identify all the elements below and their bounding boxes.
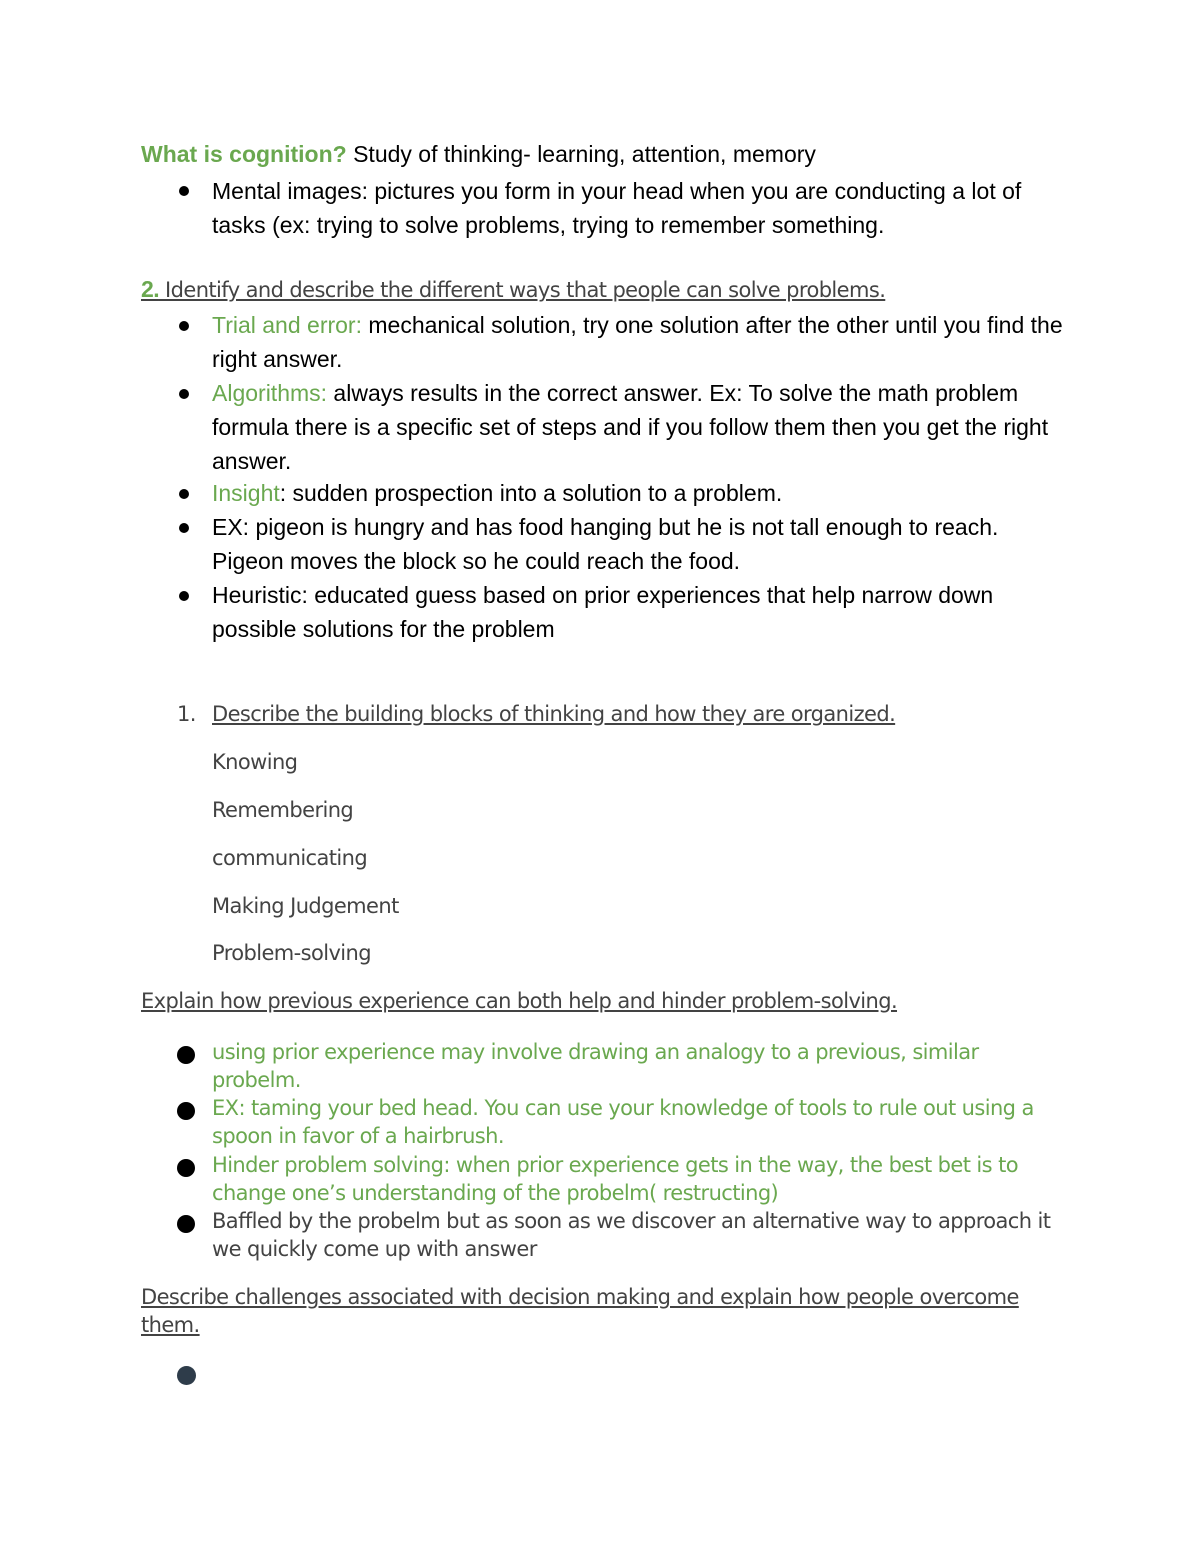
building-block-item: Remembering [212, 798, 354, 822]
bullet-icon [179, 523, 189, 533]
bullet-icon [177, 1366, 196, 1385]
section-heading: Explain how previous experience can both help and hinder problem-solving. [141, 989, 898, 1013]
bullet-icon [177, 1046, 195, 1064]
section-heading: Describe challenges associated with decision making and explain how people overcome them. [141, 1285, 1019, 1337]
building-block-item: Knowing [212, 750, 298, 774]
bullet-icon [179, 591, 189, 601]
list-item-text: using prior experience may involve drawing an analogy to a previous, similar probelm. [212, 1040, 979, 1092]
term-text: : sudden prospection into a solution to a problem. [279, 480, 783, 506]
term-label: Algorithms: [212, 380, 328, 406]
bullet-icon [177, 1215, 195, 1233]
section-title: Describe the building blocks of thinking and how they are organized. [212, 702, 896, 726]
term-label: Insight [212, 480, 280, 506]
bullet-icon [179, 389, 189, 399]
term-label: Trial and error: [212, 312, 362, 338]
bullet-icon [179, 489, 189, 499]
term-text: EX: pigeon is hungry and has food hanging but he is not tall enough to reach. Pigeon moves the block so he could reach the food. [212, 514, 999, 574]
list-item-text: EX: taming your bed head. You can use your knowledge of tools to rule out using a spoon in favor of a hairbrush. [212, 1096, 1034, 1148]
building-block-item: Making Judgement [212, 894, 399, 918]
cognition-definition: Study of thinking- learning, attention, memory [346, 141, 816, 167]
building-block-item: Problem-solving [212, 941, 371, 965]
cognition-heading-line [141, 141, 816, 168]
list-number: 1. [177, 702, 196, 726]
list-item-text: Baffled by the probelm but as soon as we discover an alternative way to approach it we quickly come up with answer [212, 1209, 1051, 1261]
bullet-icon [179, 186, 189, 196]
bullet-icon [177, 1102, 195, 1120]
building-block-item: communicating [212, 846, 368, 870]
section-number: 2. [141, 276, 159, 302]
section-title: Identify and describe the different ways that people can solve problems. [158, 278, 886, 302]
term-text: mechanical solution, try one solution after the other until you find the right answer. [212, 312, 1063, 372]
term-text: Heuristic: educated guess based on prior experiences that help narrow down possible solutions for the problem [212, 582, 994, 642]
term-text: always results in the correct answer. Ex: To solve the math problem formula there is a specific set of steps and if you follow them then you get the right answer. [212, 380, 1049, 474]
list-item-text: Mental images: pictures you form in your head when you are conducting a lot of tasks (ex: trying to solve problems, trying to remember something. [212, 178, 1022, 238]
list-item-text: Hinder problem solving: when prior experience gets in the way, the best bet is to change one’s understanding of the probelm( restructing) [212, 1153, 1018, 1205]
cognition-question: What is cognition? [141, 141, 347, 167]
bullet-icon [177, 1159, 195, 1177]
bullet-icon [179, 321, 189, 331]
section-heading [141, 276, 885, 303]
